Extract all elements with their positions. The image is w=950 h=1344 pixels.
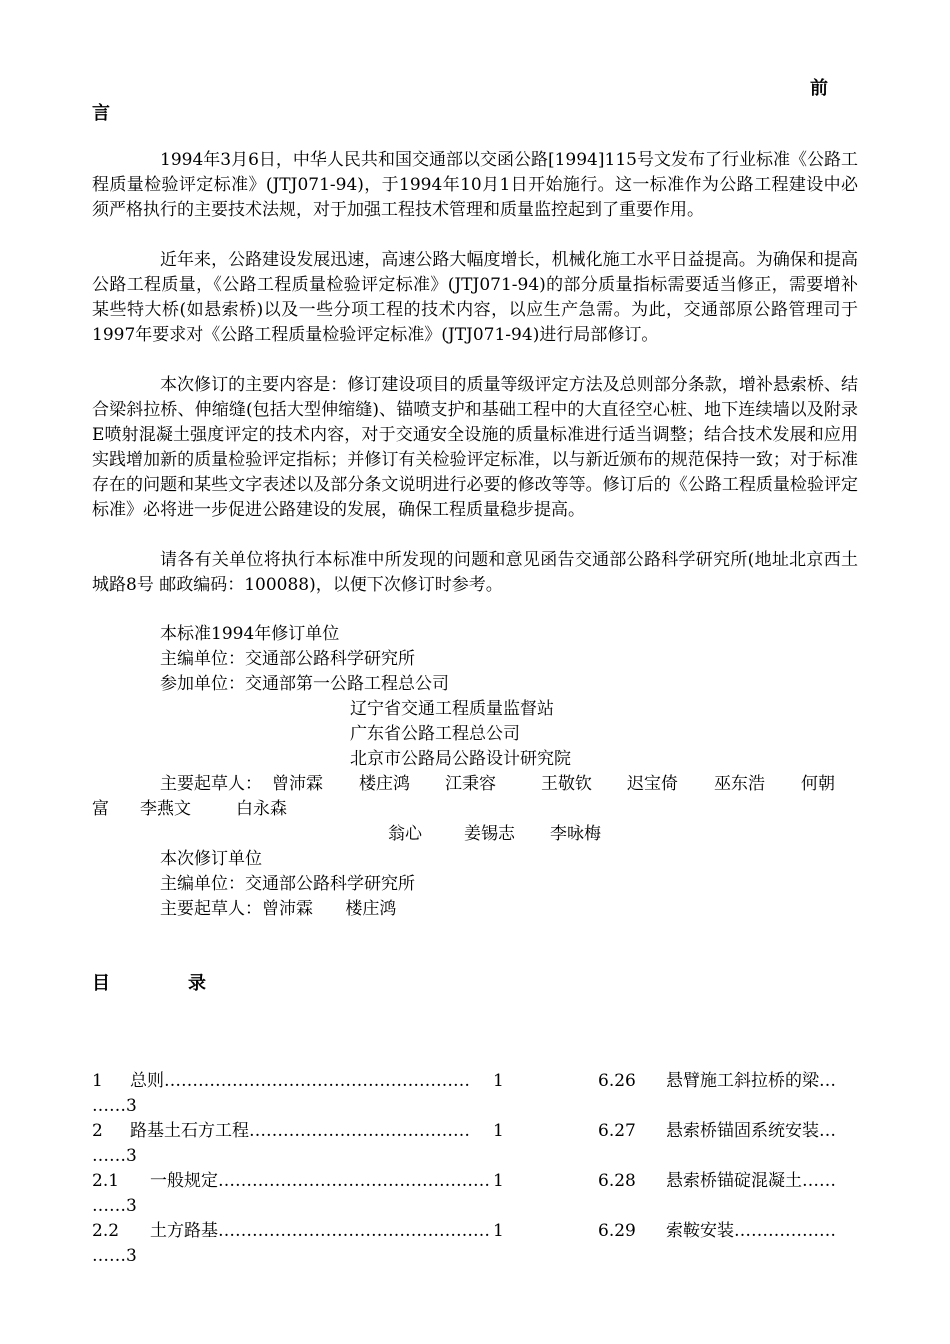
- toc-item-link[interactable]: 悬索桥锚固系统安装…: [666, 1121, 836, 1141]
- toc-item-dots: …………………………………: [249, 1121, 470, 1141]
- credits-participating-other-2: 广东省公路工程总公司: [350, 724, 520, 744]
- toc-item-num: 2: [92, 1121, 103, 1141]
- toc-item-page: 1: [493, 1221, 504, 1241]
- toc-item-title: 总则: [130, 1071, 164, 1091]
- toc-item-link[interactable]: [130, 1119, 470, 1144]
- toc-item-num: 2.1: [92, 1171, 120, 1191]
- credits-drafters-label: 主要起草人：: [160, 774, 262, 794]
- toc-item-num: 6.27: [598, 1121, 636, 1141]
- credits-unit-1994: 本标准1994年修订单位: [160, 624, 340, 644]
- toc-item-link[interactable]: 悬索桥锚碇混凝土……: [666, 1171, 836, 1191]
- toc-item-num: 6.28: [598, 1171, 636, 1191]
- toc-item-dots: …………………………………………: [218, 1221, 490, 1241]
- credits-chief-unit-current: 主编单位：交通部公路科学研究所: [160, 874, 415, 894]
- toc-item-link[interactable]: [150, 1169, 490, 1194]
- credits-drafter: 曾沛霖: [272, 774, 323, 794]
- toc-item-title: 路基土石方工程: [130, 1121, 249, 1141]
- credits-unit-current: 本次修订单位: [160, 849, 262, 869]
- credits-drafter: 李咏梅: [550, 824, 601, 844]
- toc-title-part1: 目: [92, 973, 110, 994]
- toc-item-wrap: ……3: [92, 1246, 137, 1266]
- toc-item-title: 一般规定: [150, 1171, 218, 1191]
- credits-drafter: 迟宝倚: [627, 774, 678, 794]
- credits-drafter: 巫东浩: [714, 774, 765, 794]
- credits-drafter: 楼庄鸿: [359, 774, 410, 794]
- preface-paragraph-2: 近年来，公路建设发展迅速，高速公路大幅度增长，机械化施工水平日益提高。为确保和提高公路工程质量，《公路工程质量检验评定标准》(JTJ071-94)的部分质量指标需要适当修正，需要增补某些特大桥(如悬索桥)以及一些分项工程的技术内容，以应生产急需。为此，交通部原公路管理司于1997年要求对《公路工程质量检验评定标准》(JTJ071-94)进行局部修订。: [92, 250, 858, 345]
- toc-item-dots: …………………………………………: [218, 1171, 490, 1191]
- credits-drafter: 姜锡志: [464, 824, 515, 844]
- toc-item-num: 6.26: [598, 1071, 636, 1091]
- credits-drafter: 何朝: [801, 774, 835, 794]
- preface-title-part1: 前: [810, 78, 828, 99]
- toc-item-link[interactable]: 悬臂施工斜拉桥的梁…: [666, 1071, 836, 1091]
- toc-item-page: 1: [493, 1071, 504, 1091]
- preface-title-part2: 言: [92, 103, 110, 124]
- preface-paragraph-4: 请各有关单位将执行本标准中所发现的问题和意见函告交通部公路科学研究所(地址北京西土城路8号 邮政编码：100088)，以便下次修订时参考。: [92, 550, 858, 595]
- toc-item-wrap: ……3: [92, 1196, 137, 1216]
- toc-item-num: 2.2: [92, 1221, 120, 1241]
- toc-item-link[interactable]: 索鞍安装………………: [666, 1221, 836, 1241]
- toc-item-wrap: ……3: [92, 1146, 137, 1166]
- credits-drafter-wrap: 富: [92, 799, 109, 819]
- toc-item-wrap: ……3: [92, 1096, 137, 1116]
- credits-drafter: 李燕文: [140, 799, 191, 819]
- toc-item-link[interactable]: [150, 1219, 490, 1244]
- toc-title-part2: 录: [188, 973, 206, 994]
- toc-item-page: 1: [493, 1121, 504, 1141]
- credits-drafter: 江秉容: [445, 774, 496, 794]
- preface-paragraph-3: 本次修订的主要内容是：修订建设项目的质量等级评定方法及总则部分条款，增补悬索桥、结合梁斜拉桥、伸缩缝(包括大型伸缩缝)、锚喷支护和基础工程中的大直径空心桩、地下连续墙以及附录E喷射混凝土强度评定的技术内容，对于交通安全设施的质量标准进行适当调整；结合技术发展和应用实践增加新的质量检验评定指标；并修订有关检验评定标准，以与新近颁布的规范保持一致；对于标准存在的问题和某些文字表述以及部分条文说明进行必要的修改等等。修订后的《公路工程质量检验评定标准》必将进一步促进公路建设的发展，确保工程质量稳步提高。: [92, 375, 858, 520]
- credits-drafter: 王敬钦: [541, 774, 592, 794]
- preface-paragraph-1: 1994年3月6日，中华人民共和国交通部以交函公路[1994]115号文发布了行业标准《公路工程质量检验评定标准》(JTJ071-94)，于1994年10月1日开始施行。这一标准作为公路工程建设中必须严格执行的主要技术法规，对于加强工程技术管理和质量监控起到了重要作用。: [92, 150, 858, 220]
- credits-drafter: 白永森: [236, 799, 287, 819]
- toc-item-page: 1: [493, 1171, 504, 1191]
- credits-chief-unit-1994: 主编单位：交通部公路科学研究所: [160, 649, 415, 669]
- credits-drafter: 翁心: [388, 824, 422, 844]
- toc-item-num: 6.29: [598, 1221, 636, 1241]
- toc-item-num: 1: [92, 1071, 103, 1091]
- credits-participating-other-1: 辽宁省交通工程质量监督站: [350, 699, 554, 719]
- credits-drafters-current: 主要起草人：曾沛霖 楼庄鸿: [160, 899, 397, 919]
- toc-item-dots: ………………………………………………: [164, 1071, 470, 1091]
- credits-participating-other-3: 北京市公路局公路设计研究院: [350, 749, 571, 769]
- credits-participating-1994: 参加单位：交通部第一公路工程总公司: [160, 674, 449, 694]
- toc-item-link[interactable]: [130, 1069, 470, 1094]
- toc-item-title: 土方路基: [150, 1221, 218, 1241]
